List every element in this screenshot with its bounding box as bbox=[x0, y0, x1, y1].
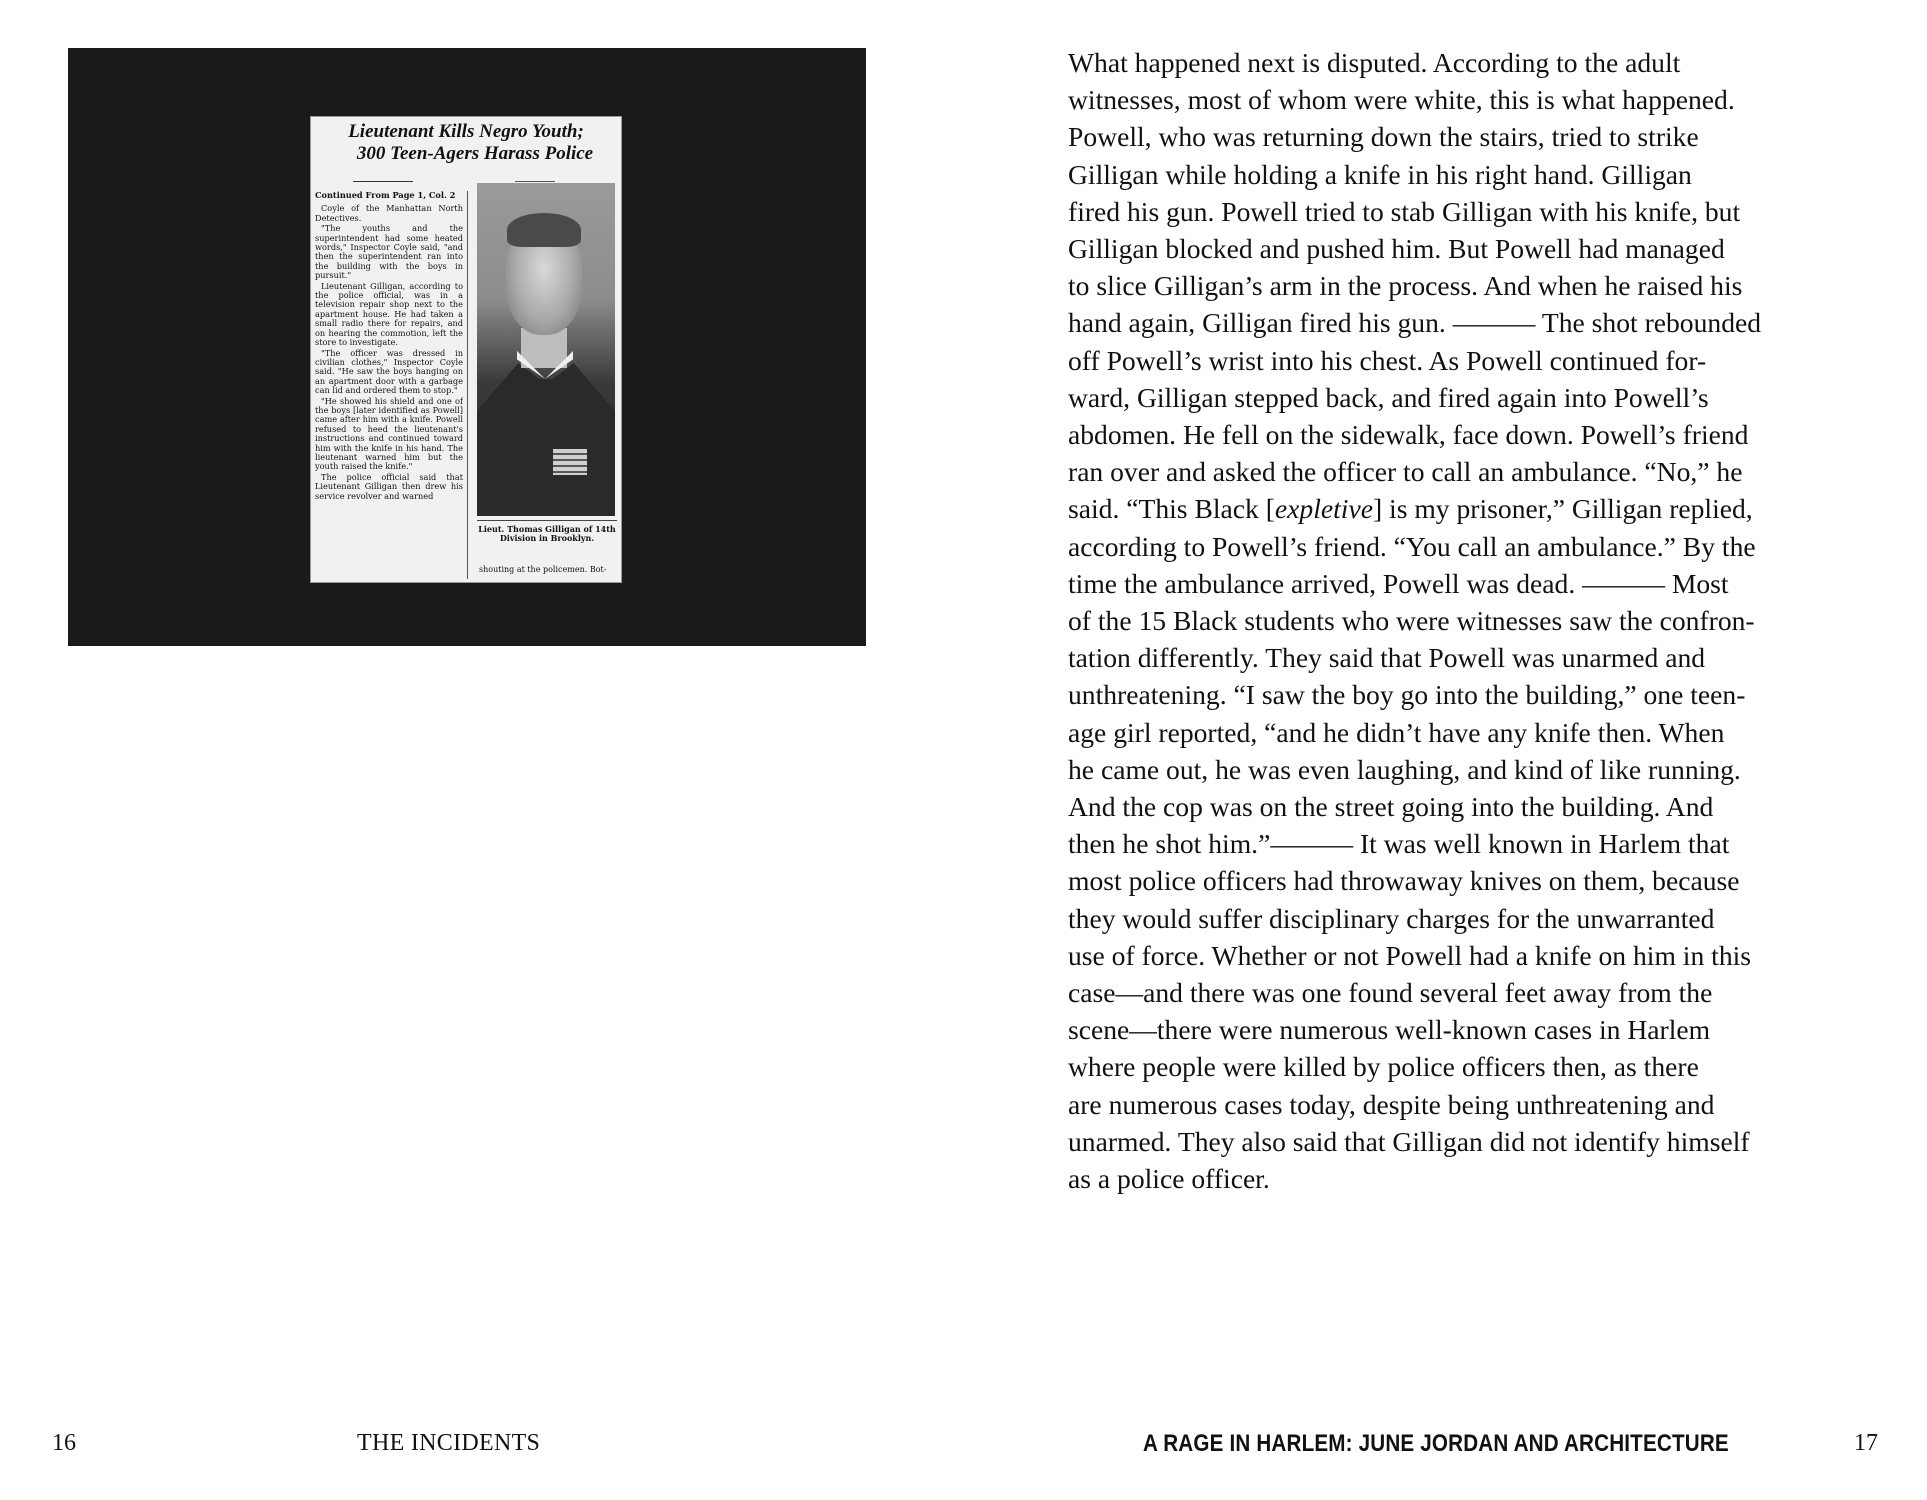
medal-ribbons bbox=[553, 449, 587, 475]
headline-line-2: 300 Teen-Agers Harass Police bbox=[356, 143, 594, 164]
clipping-column bbox=[315, 191, 463, 581]
text-line: off Powell’s wrist into his chest. As Powell continued for- bbox=[1068, 344, 1707, 376]
right-page bbox=[963, 0, 1927, 1500]
text-line: use of force. Whether or not Powell had a knife on him in this bbox=[1068, 939, 1752, 971]
text-line: according to Powell’s friend. “You call an ambulance.” By the bbox=[1068, 530, 1756, 562]
text-line: age girl reported, “and he didn’t have any knife then. When bbox=[1068, 716, 1725, 748]
headline-line-1: Lieutenant Kills Negro Youth; bbox=[348, 121, 584, 142]
running-head-right: A RAGE IN HARLEM: JUNE JORDAN AND ARCHITECTURE bbox=[1143, 1430, 1729, 1457]
clipping-paragraph: "He showed his shield and one of the boys [later identified as Powell] came after him with a knife. Powell refused to heed the lieutenant's instructions and continued toward him with the knife in his hand. The lieutenant warned him but the youth raised the knife." bbox=[315, 395, 463, 472]
text-line: witnesses, most of whom were white, this is what happened. bbox=[1068, 84, 1735, 116]
text-line: scene—there were numerous well-known cases in Harlem bbox=[1068, 1014, 1711, 1046]
text-line: then he shot him.”——— It was well known in Harlem that bbox=[1068, 828, 1730, 860]
text-line: tation differently. They said that Powell was unarmed and bbox=[1068, 642, 1706, 674]
headline-rule bbox=[515, 181, 555, 182]
text-line: Powell, who was returning down the stairs, tried to strike bbox=[1068, 121, 1699, 153]
headline-rule bbox=[353, 181, 413, 182]
page-number-left: 16 bbox=[52, 1430, 76, 1456]
text-line: he came out, he was even laughing, and kind of like running. bbox=[1068, 753, 1741, 785]
text-line: unthreatening. “I saw the boy go into the building,” one teen- bbox=[1068, 679, 1746, 711]
text-line: unarmed. They also said that Gilligan did not identify himself bbox=[1068, 1125, 1750, 1157]
text-line: ran over and asked the officer to call an ambulance. “No,” he bbox=[1068, 456, 1743, 488]
text-line: as a police officer. bbox=[1068, 1163, 1270, 1195]
text-line: What happened next is disputed. According to the adult bbox=[1068, 47, 1681, 78]
text-line: And the cop was on the street going into the building. And bbox=[1068, 791, 1714, 823]
text-line: abdomen. He fell on the sidewalk, face down. Powell’s friend bbox=[1068, 419, 1749, 451]
left-page bbox=[0, 0, 963, 1500]
text-line: are numerous cases today, despite being unthreatening and bbox=[1068, 1088, 1715, 1120]
continued-line: Continued From Page 1, Col. 2 bbox=[315, 191, 456, 200]
column-divider bbox=[467, 191, 468, 579]
text-line: time the ambulance arrived, Powell was dead. ——— Most bbox=[1068, 567, 1729, 599]
text-line: Gilligan while holding a knife in his right hand. Gilligan bbox=[1068, 158, 1692, 190]
clipping-fragment: shouting at the policemen. Bot- bbox=[479, 565, 607, 574]
clipping-headline bbox=[311, 117, 621, 165]
newspaper-clipping bbox=[310, 116, 622, 583]
text-line: of the 15 Black students who were witnesses saw the confron- bbox=[1068, 605, 1755, 637]
text-line: said. “This Black [expletive] is my prisoner,” Gilligan replied, bbox=[1068, 493, 1753, 525]
text-line: fired his gun. Powell tried to stab Gilligan with his knife, but bbox=[1068, 195, 1741, 227]
text-line: most police officers had throwaway knives on them, because bbox=[1068, 865, 1740, 897]
text-line: ward, Gilligan stepped back, and fired again into Powell’s bbox=[1068, 381, 1709, 413]
clipping-paragraph: "The officer was dressed in civilian clothes," Inspector Coyle said. "He saw the boys hanging on an apartment door with a garbage can lid and ordered them to stop." bbox=[315, 347, 463, 396]
newspaper-clipping-figure bbox=[68, 48, 866, 646]
page-number-right: 17 bbox=[1854, 1430, 1878, 1456]
running-head-left: THE INCIDENTS bbox=[357, 1430, 541, 1456]
text-line: Gilligan blocked and pushed him. But Powell had managed bbox=[1068, 233, 1725, 265]
text-line: hand again, Gilligan fired his gun. ——— The shot rebounded bbox=[1068, 307, 1762, 339]
officer-portrait-photo bbox=[477, 183, 615, 516]
text-line: where people were killed by police officers then, as there bbox=[1068, 1051, 1699, 1083]
clipping-paragraph: The police official said that Lieutenant Gilligan then drew his service revolver and warned bbox=[315, 471, 463, 501]
text-line: to slice Gilligan’s arm in the process. And when he raised his bbox=[1068, 270, 1743, 302]
photo-caption: Lieut. Thomas Gilligan of 14th Division in Brooklyn. bbox=[477, 520, 617, 543]
clipping-paragraph: Lieutenant Gilligan, according to the police official, was in a television repair shop next to the apartment house. He had taken a small radio there for repairs, and on hearing the commotion, left the store to investigate. bbox=[315, 280, 463, 348]
text-line: case—and there was one found several feet away from the bbox=[1068, 977, 1713, 1009]
body-text bbox=[1068, 44, 1878, 1197]
text-line: they would suffer disciplinary charges for the unwarranted bbox=[1068, 902, 1715, 934]
clipping-paragraph: "The youths and the superintendent had some heated words," Inspector Coyle said, "and then the superintendent ran into the building with the boys in pursuit." bbox=[315, 223, 463, 281]
clipping-paragraph: Coyle of the Manhattan North Detectives. bbox=[315, 203, 463, 223]
